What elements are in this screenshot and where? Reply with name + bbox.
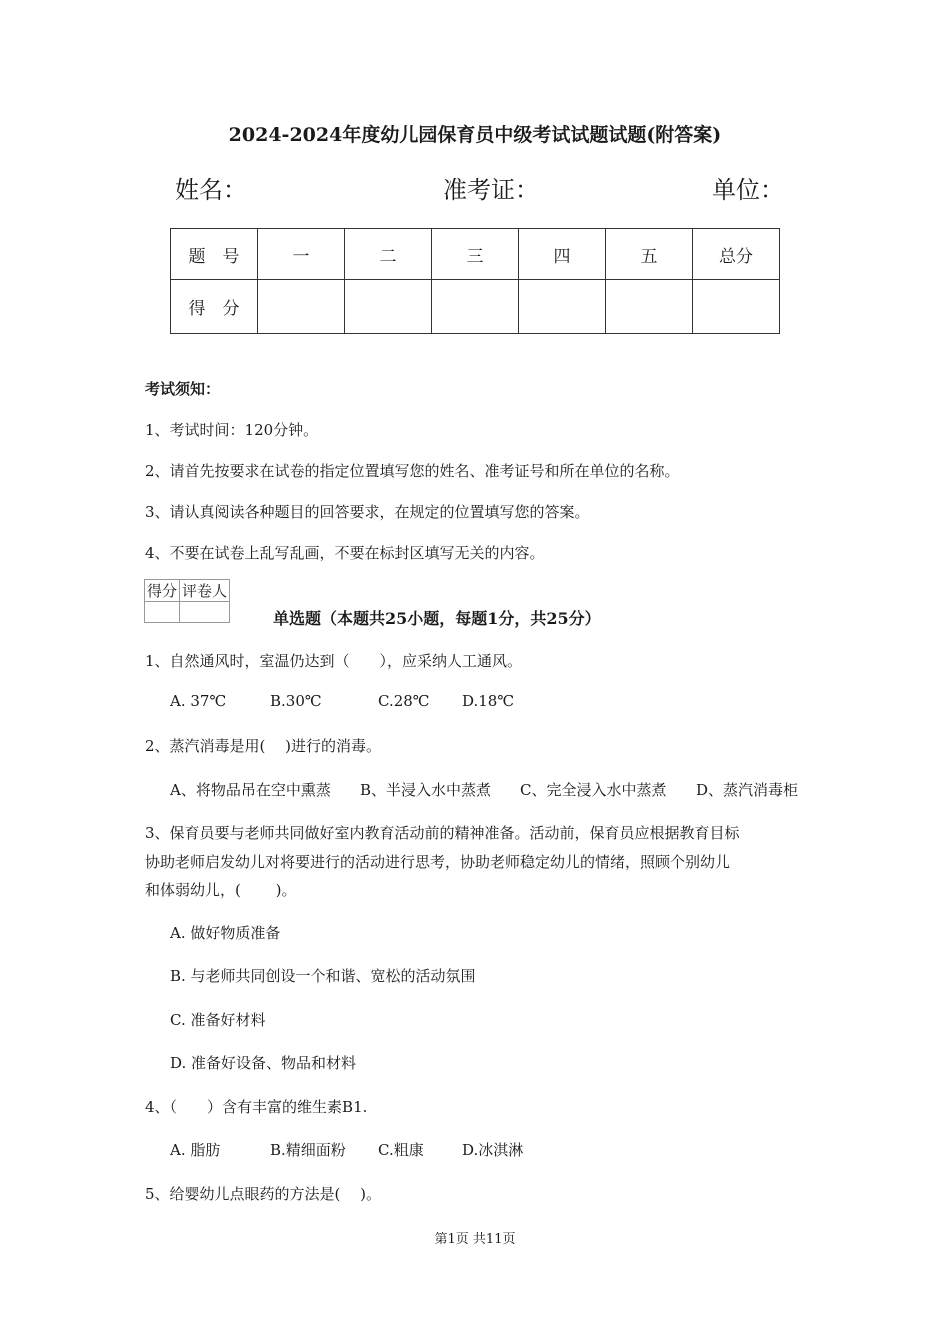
q4-option-d[interactable]: D.冰淇淋 — [462, 1141, 524, 1159]
score-input-5[interactable] — [606, 280, 693, 334]
page-title: 2024-2024年度幼儿园保育员中级考试试题试题(附答案) — [228, 124, 722, 146]
q3-option-c[interactable]: C. 准备好材料 — [170, 1011, 266, 1029]
q3-option-b[interactable]: B. 与老师共同创设一个和谐、宽松的活动氛围 — [170, 967, 476, 985]
grader-reviewer-input[interactable] — [180, 602, 230, 623]
exam-id-label: 准考证： — [443, 176, 539, 204]
grader-box — [144, 579, 230, 623]
score-cell-5: 五 — [606, 229, 693, 280]
score-input-2[interactable] — [345, 280, 432, 334]
score-row-label: 得 分 — [171, 280, 258, 334]
question-3-line-2: 协助老师启发幼儿对将要进行的活动进行思考，协助老师稳定幼儿的情绪，照顾个别幼儿 — [145, 853, 731, 871]
grader-reviewer-label: 评卷人 — [180, 580, 230, 602]
q3-option-d[interactable]: D. 准备好设备、物品和材料 — [170, 1054, 357, 1072]
page-footer: 第1页 共11页 — [434, 1232, 516, 1247]
q2-option-b[interactable]: B、半浸入水中蒸煮 — [360, 781, 492, 799]
score-cell-1: 一 — [258, 229, 345, 280]
q1-option-b[interactable]: B.30℃ — [270, 692, 322, 710]
score-input-total[interactable] — [693, 280, 780, 334]
score-cell-4: 四 — [519, 229, 606, 280]
q1-option-a[interactable]: A. 37℃ — [170, 692, 227, 710]
q4-option-a[interactable]: A. 脂肪 — [170, 1141, 221, 1159]
q4-option-c[interactable]: C.粗康 — [378, 1141, 424, 1159]
score-input-1[interactable] — [258, 280, 345, 334]
score-cell-3: 三 — [432, 229, 519, 280]
section-title: 单选题（本题共25小题，每题1分，共25分） — [273, 609, 601, 628]
score-table-header-row — [171, 229, 780, 280]
notice-heading: 考试须知： — [145, 380, 221, 398]
question-1: 1、自然通风时，室温仍达到（ ），应采纳人工通风。 — [145, 652, 523, 670]
q4-option-b[interactable]: B.精细面粉 — [270, 1141, 346, 1159]
question-2: 2、蒸汽消毒是用( )进行的消毒。 — [145, 737, 382, 755]
notice-item: 2、请首先按要求在试卷的指定位置填写您的姓名、准考证号和所在单位的名称。 — [145, 462, 680, 480]
q2-option-a[interactable]: A、将物品吊在空中熏蒸 — [170, 781, 331, 799]
score-input-3[interactable] — [432, 280, 519, 334]
question-5: 5、给婴幼儿点眼药的方法是( )。 — [145, 1185, 382, 1203]
q1-option-d[interactable]: D.18℃ — [462, 692, 515, 710]
question-4: 4、（ ）含有丰富的维生素B1. — [145, 1098, 368, 1116]
question-3-line-1: 3、保育员要与老师共同做好室内教育活动前的精神准备。活动前，保育员应根据教育目标 — [145, 824, 740, 842]
score-input-4[interactable] — [519, 280, 606, 334]
q1-option-c[interactable]: C.28℃ — [378, 692, 430, 710]
unit-label: 单位： — [712, 176, 784, 204]
q3-option-a[interactable]: A. 做好物质准备 — [170, 924, 281, 942]
q2-option-c[interactable]: C、完全浸入水中蒸煮 — [520, 781, 667, 799]
q2-option-d[interactable]: D、蒸汽消毒柜 — [696, 781, 799, 799]
score-cell-2: 二 — [345, 229, 432, 280]
question-3-line-3: 和体弱幼儿，( )。 — [145, 881, 297, 899]
score-table-score-row — [171, 280, 780, 334]
score-table — [170, 228, 780, 334]
name-label: 姓名： — [175, 176, 247, 204]
notice-item: 1、考试时间：120分钟。 — [145, 421, 319, 439]
notice-item: 3、请认真阅读各种题目的回答要求，在规定的位置填写您的答案。 — [145, 503, 590, 521]
grader-score-input[interactable] — [145, 602, 180, 623]
score-cell-total: 总分 — [693, 229, 780, 280]
score-cell-label: 题 号 — [171, 229, 258, 280]
grader-score-label: 得分 — [145, 580, 180, 602]
notice-item: 4、不要在试卷上乱写乱画，不要在标封区填写无关的内容。 — [145, 544, 545, 562]
